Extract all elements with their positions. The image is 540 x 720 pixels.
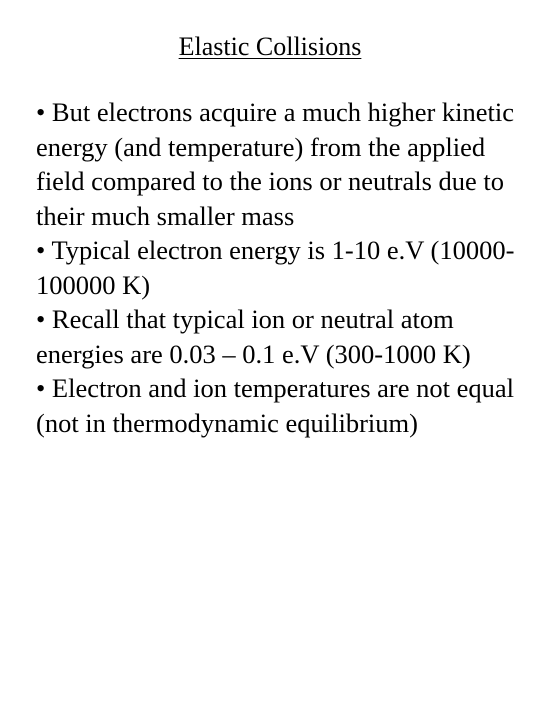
- bullet-text: Recall that typical ion or neutral atom energies are 0.03 – 0.1 e.V (300-1000 K): [36, 304, 471, 369]
- bullet-dot-icon: •: [36, 235, 46, 265]
- bullet-dot-icon: •: [36, 373, 46, 403]
- bullet-text: But electrons acquire a much higher kinetic energy (and temperature) from the applied field compared to the ions or neutrals due to their much smaller mass: [36, 97, 515, 231]
- bullet-text: Typical electron energy is 1-10 e.V (10000-100000 K): [36, 235, 515, 300]
- bullet-dot-icon: •: [36, 97, 46, 127]
- slide-title: Elastic Collisions: [178, 32, 362, 61]
- bullet-item: [36, 371, 522, 440]
- bullet-dot-icon: •: [36, 304, 46, 334]
- bullet-text: Electron and ion temperatures are not equal (not in thermodynamic equilibrium): [36, 373, 514, 438]
- bullet-item: [36, 302, 522, 371]
- bullet-item: [36, 95, 522, 233]
- bullet-list: [36, 95, 522, 440]
- bullet-item: [36, 233, 522, 302]
